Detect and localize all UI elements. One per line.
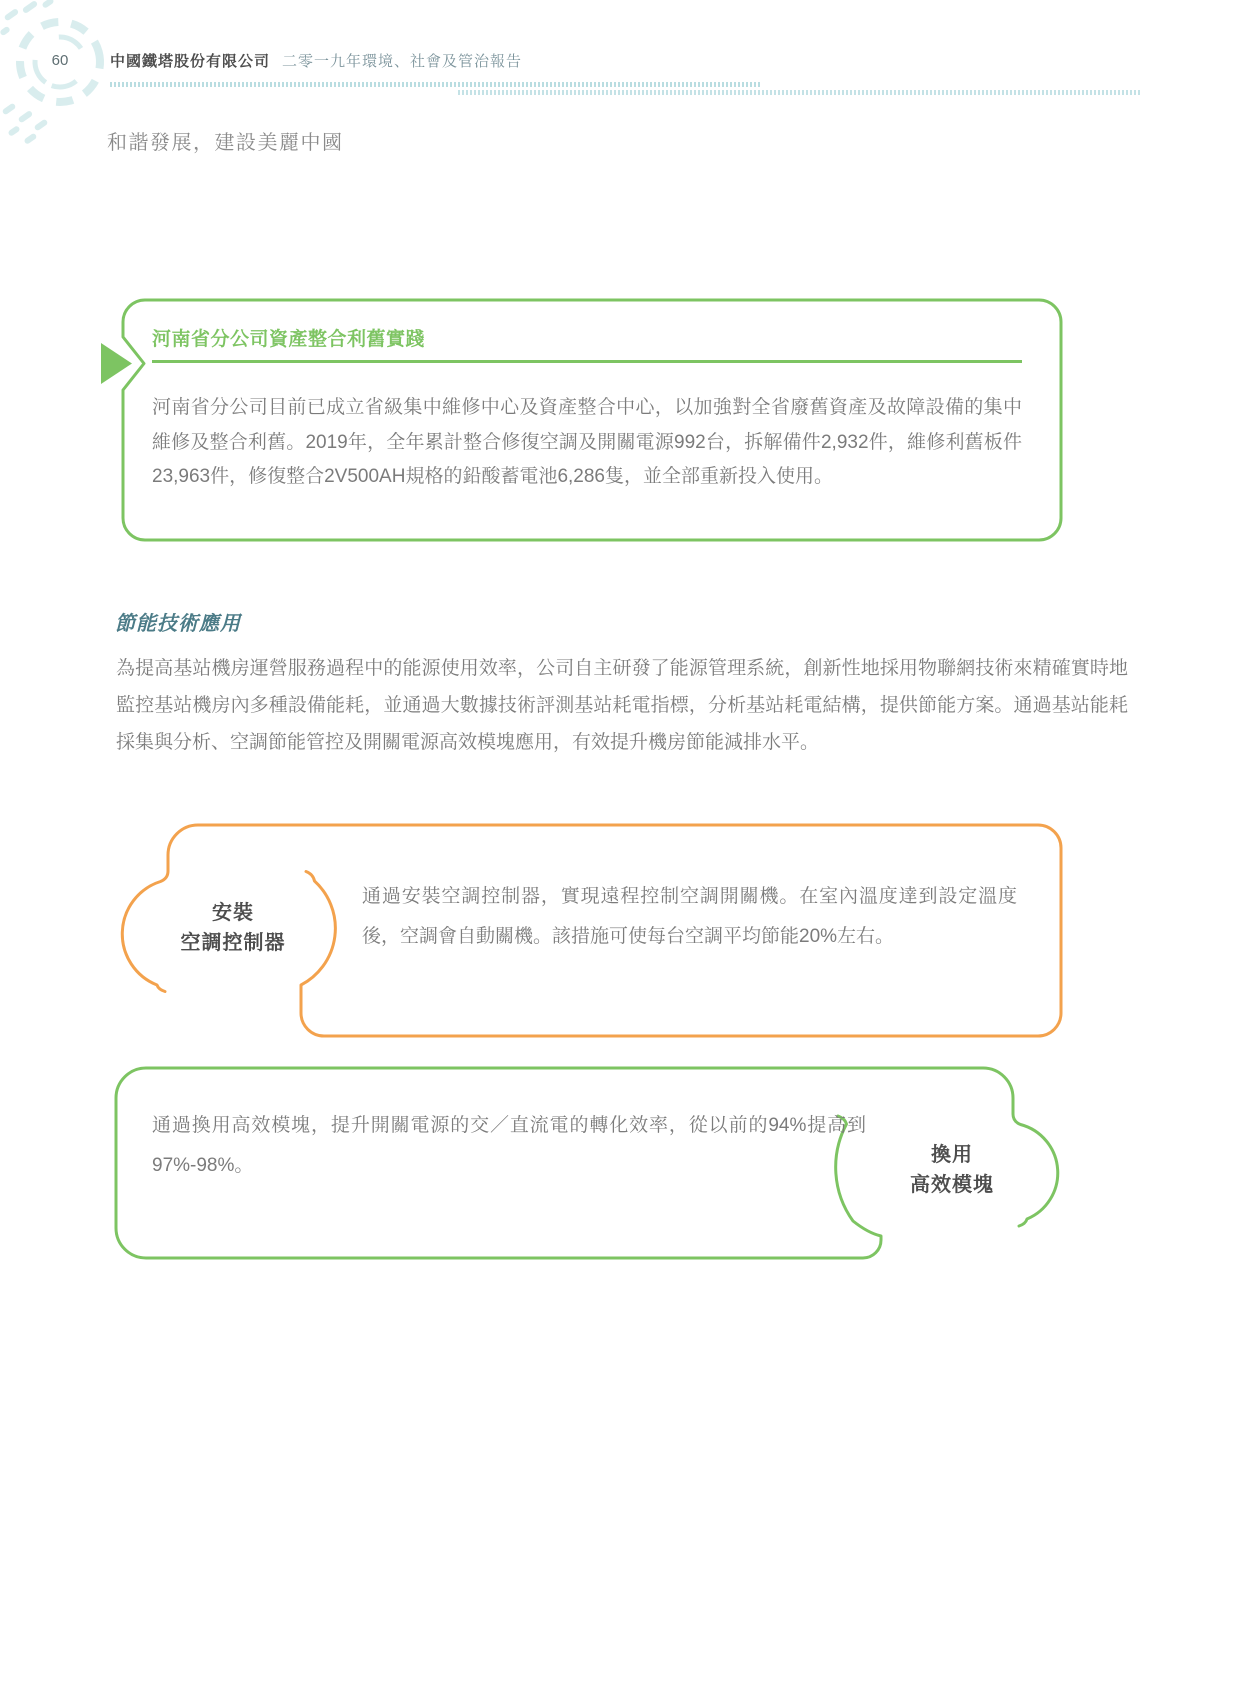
bubble-efficient-module-label: [862, 1140, 1042, 1200]
case-title-underline: [152, 360, 1022, 363]
company-name: 中國鐵塔股份有限公司: [110, 53, 271, 70]
section-intro-paragraph: 為提高基站機房運營服務過程中的能源使用效率，公司自主研發了能源管理系統，創新性地採用物聯網技術來精確實時地監控基站機房內多種設備能耗，並通過大數據技術評測基站耗電指標，分析基站耗電結構，提供節能方案。通過基站能耗採集與分析、空調節能管控及開關電源高效模塊應用，有效提升機房節能減排水平。: [116, 658, 1128, 753]
corner-logo-decoration: [0, 0, 109, 145]
bubble-label-line: 空調控制器: [180, 932, 286, 954]
page-number: 60: [51, 52, 69, 69]
case-box-arrow-icon: [101, 343, 132, 384]
section-heading: 節能技術應用: [115, 613, 241, 635]
header-stripe-left: [110, 82, 762, 87]
header-stripe-right: [458, 90, 1141, 95]
bubble-label-line: 高效模塊: [910, 1174, 994, 1196]
bubble-efficient-module-text: 通過換用高效模塊，提升開關電源的交／直流電的轉化效率，從以前的94%提高到97%-98%。: [152, 1115, 866, 1176]
bubble-label-line: 安裝: [212, 902, 254, 924]
bubble-ac-controller-label: [143, 898, 323, 958]
report-title: 二零一九年環境、社會及管治報告: [282, 53, 523, 70]
chapter-subtitle: 和諧發展，建設美麗中國: [107, 132, 344, 154]
bubble-ac-controller-text: 通過安裝空調控制器，實現遠程控制空調開關機。在室內溫度達到設定溫度後，空調會自動關機。該措施可使每台空調平均節能20%左右。: [362, 886, 1017, 947]
case-box-body: 河南省分公司目前已成立省級集中維修中心及資產整合中心，以加強對全省廢舊資產及故障設備的集中維修及整合利舊。2019年，全年累計整合修復空調及開關電源992台，拆解備件2,932件，維修利舊板件23,963件，修復整合2V500AH規格的鉛酸蓄電池6,286隻，並全部重新投入使用。: [152, 397, 1022, 487]
case-box-title: 河南省分公司資產整合利舊實踐: [152, 329, 426, 350]
page-header: [110, 50, 522, 71]
bubble-label-line: 換用: [931, 1144, 973, 1166]
